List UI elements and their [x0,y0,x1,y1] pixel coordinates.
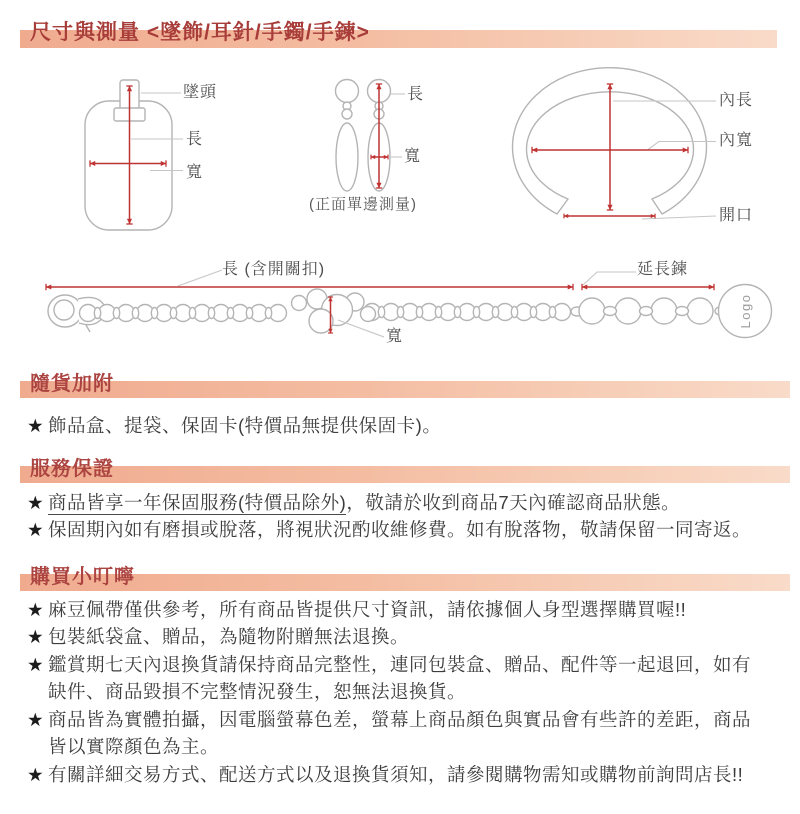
section-header [0,563,800,591]
note-item [0,761,800,789]
star-bullet-icon: ★ [27,491,45,513]
star-bullet-icon: ★ [27,763,45,785]
section-title: 購買小叮嚀 [30,565,135,588]
section-header [0,370,800,398]
bangle-inner-length-label: 內長 [719,92,754,109]
note-item [0,489,800,517]
star-bullet-icon: ★ [27,708,45,730]
note-text-line2: 缺件、商品毀損不完整情況發生，恕無法退換貨。 [48,681,467,702]
chain-links-left [80,305,287,322]
note-list [0,596,800,789]
note-text: 麻豆佩帶僅供參考，所有商品皆提供尺寸資訊，請依據個人身型選擇購買喔!! [48,598,687,620]
note-text: 有關詳細交易方式、配送方式以及退換貨須知，請參閱購物需知或購物前詢問店長!! [48,763,744,785]
note-underlined-text: 商品皆享一年保固服務(特價品除外) [48,491,347,513]
section-purchase-tips [0,563,800,789]
note-item [0,706,800,761]
page-title-text: 尺寸與測量 <墜飾/耳針/手鐲/手鍊> [30,21,370,44]
note-text: 包裝紙袋盒、贈品，為隨物附贈無法退換。 [48,626,410,647]
star-bullet-icon: ★ [27,519,45,540]
pendant-width-label: 寬 [186,164,204,181]
note-text: 保固期內如有磨損或脫落，將視狀況酌收維修費。如有脫落物，敬請保留一同寄返。 [48,519,752,540]
note-item [0,412,800,440]
section-service-guarantee [0,455,800,544]
star-bullet-icon: ★ [27,415,45,436]
pendant-bail-label: 墜頭 [183,84,218,101]
note-text-line2: 皆以實際顏色為主。 [48,736,220,757]
note-item [0,623,800,651]
earring-outline [336,80,391,192]
note-text: 商品皆為實體拍攝，因電腦螢幕色差，螢幕上商品顏色與實品會有些許的差距，商品 [48,708,752,730]
bangle-inner-width-label: 內寬 [719,132,754,149]
note-item [0,516,800,544]
bangle-opening-label: 開口 [719,207,754,224]
bracelet-extension-label: 延長鍊 [637,261,689,278]
extension-chain-links [571,298,729,324]
section-included-items [0,370,800,440]
bracelet-width-label: 寬 [386,328,404,345]
star-bullet-icon: ★ [27,653,45,675]
bracelet-length-label: 長 (含開關扣) [222,261,326,278]
section-title: 隨貨加附 [30,373,114,395]
note-item [0,596,800,624]
pendant-length-label: 長 [186,131,204,148]
note-list [0,412,800,440]
note-list [0,489,800,544]
earring-width-label: 寬 [404,148,422,165]
note-text: ，敬請於收到商品7天內確認商品狀態。 [346,491,681,513]
earring-caption: (正面單邊測量) [309,196,417,213]
note-item [0,651,800,706]
star-bullet-icon: ★ [27,598,45,620]
measurement-diagrams [0,48,800,360]
section-title: 服務保證 [30,457,114,480]
pendant-outline [85,80,172,230]
bead-cluster [292,289,376,333]
page-title [0,18,800,48]
section-header [0,455,800,483]
chain-links-right [364,304,571,321]
logo-tag-text: Logo [737,293,753,329]
star-bullet-icon: ★ [27,626,45,647]
earring-leader-lines [390,94,405,157]
note-text: 飾品盒、提袋、保固卡(特價品無提供保固卡)。 [48,415,442,436]
earring-length-label: 長 [407,86,425,103]
note-text: 鑑賞期七天內退換貨請保持商品完整性，連同包裝盒、贈品、配件等一起退回，如有 [48,653,752,675]
